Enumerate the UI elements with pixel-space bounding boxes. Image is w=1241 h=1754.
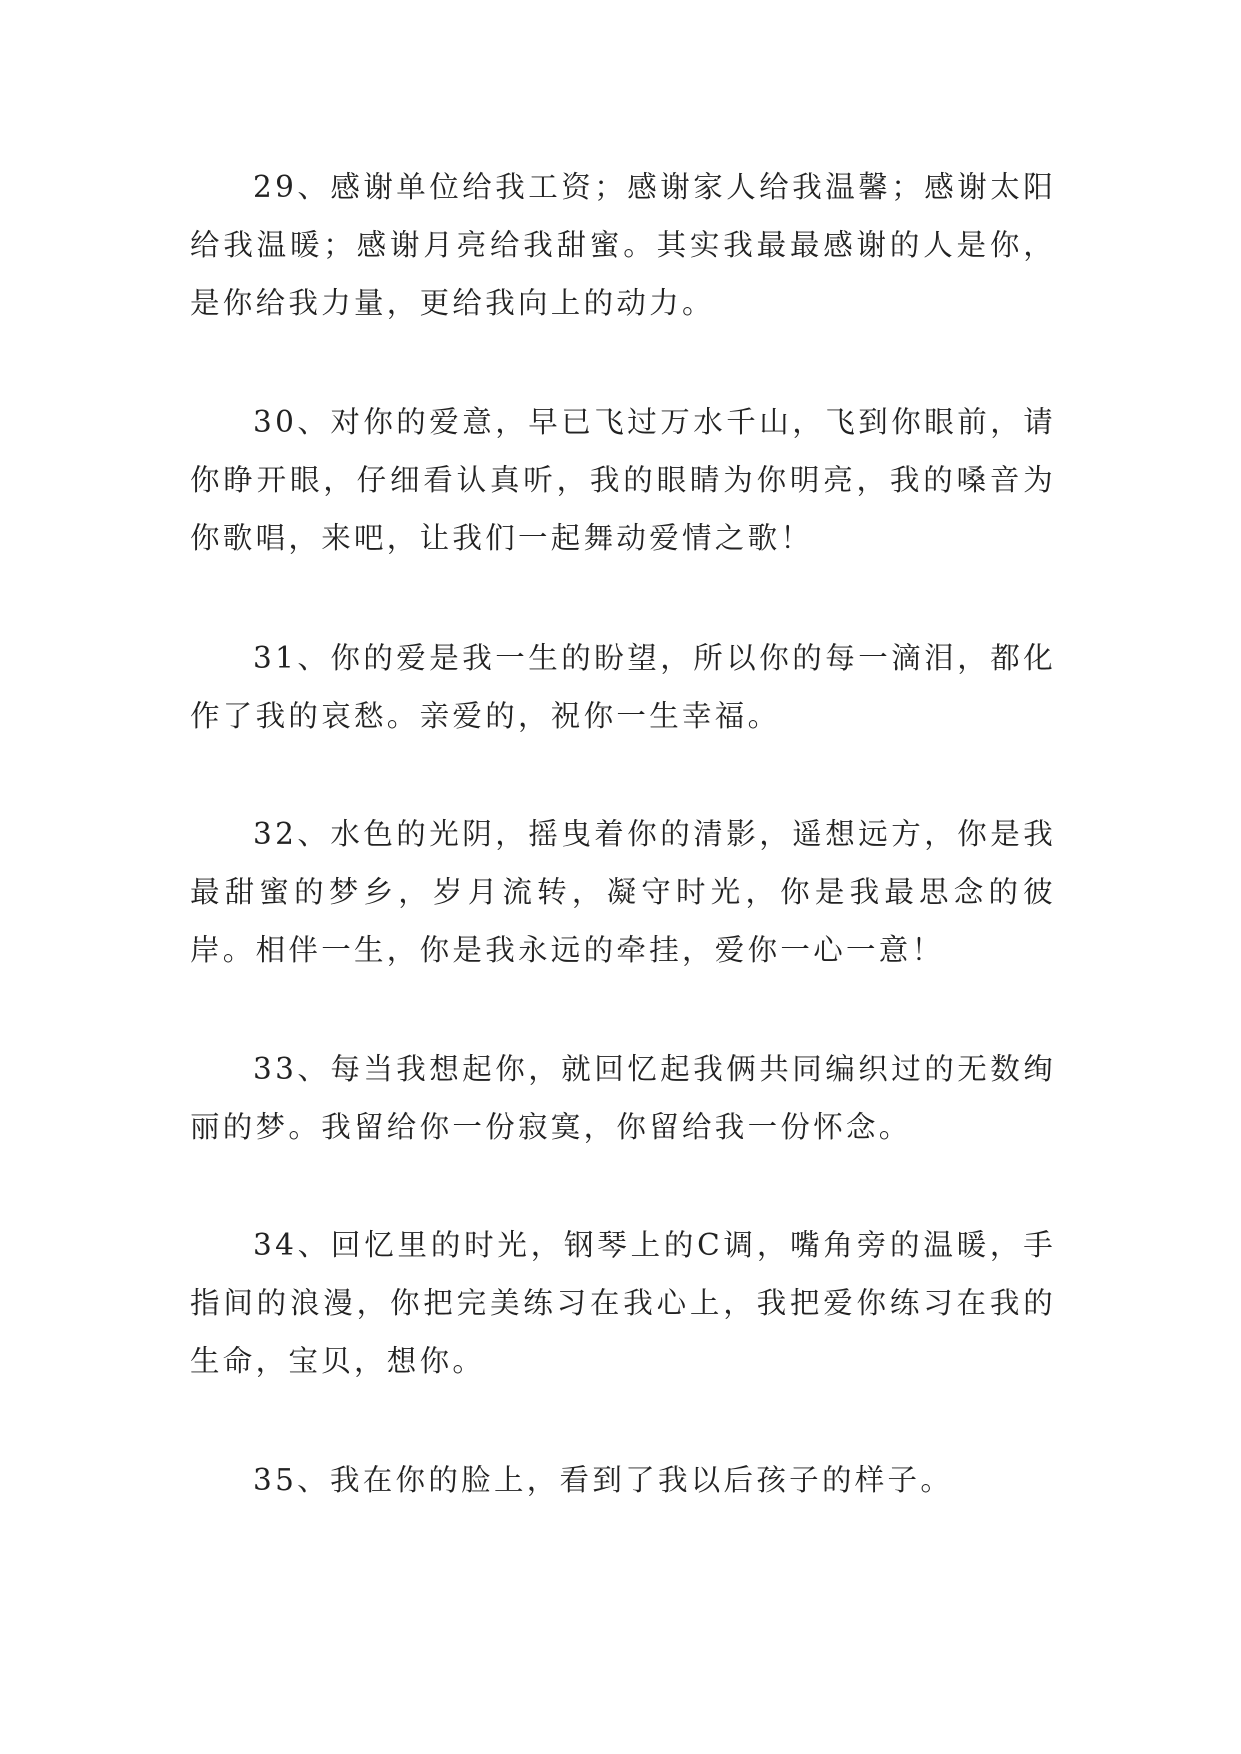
paragraph-29: 29、感谢单位给我工资；感谢家人给我温馨；感谢太阳给我温暖；感谢月亮给我甜蜜。其实我最最感谢的人是你，是你给我力量，更给我向上的动力。 (190, 170, 1056, 320)
paragraph-35: 35、我在你的脸上，看到了我以后孩子的样子。 (253, 1463, 954, 1497)
paragraph-33: 33、每当我想起你，就回忆起我俩共同编织过的无数绚丽的梦。我留给你一份寂寞，你留给我一份怀念。 (190, 1052, 1056, 1144)
paragraph-30: 30、对你的爱意，早已飞过万水千山，飞到你眼前，请你睁开眼，仔细看认真听，我的眼睛为你明亮，我的嗓音为你歌唱，来吧，让我们一起舞动爱情之歌！ (190, 405, 1056, 555)
paragraph-32: 32、水色的光阴，摇曳着你的清影，遥想远方，你是我最甜蜜的梦乡，岁月流转，凝守时光，你是我最思念的彼岸。相伴一生，你是我永远的牵挂，爱你一心一意！ (190, 817, 1056, 967)
paragraph-34: 34、回忆里的时光，钢琴上的C调，嘴角旁的温暖，手指间的浪漫，你把完美练习在我心上，我把爱你练习在我的生命，宝贝，想你。 (190, 1228, 1056, 1378)
paragraph-31: 31、你的爱是我一生的盼望，所以你的每一滴泪，都化作了我的哀愁。亲爱的，祝你一生幸福。 (190, 641, 1056, 733)
